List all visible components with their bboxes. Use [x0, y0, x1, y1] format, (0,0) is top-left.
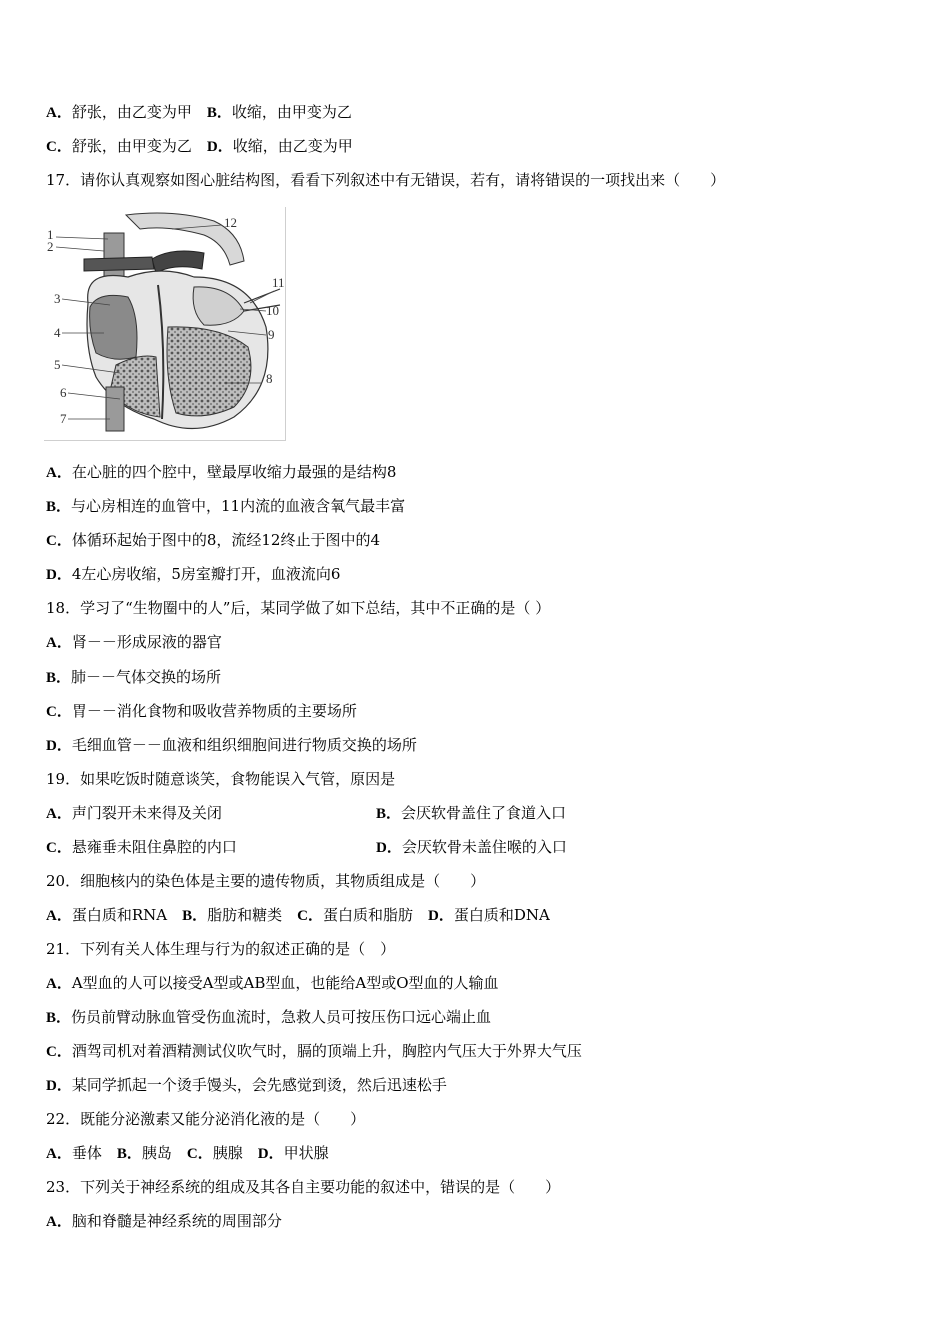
option-b-text: 收缩，由甲变为乙: [231, 103, 352, 121]
q21-option-d: [46, 1075, 447, 1096]
question-18-stem: 18．学习了“生物圈中的人”后，某同学做了如下总结，其中不正确的是（ ）: [46, 599, 551, 617]
option-label: A．: [46, 976, 72, 992]
option-c-text: 蛋白质和脂肪: [322, 906, 428, 924]
option-a-text: 舒张，由乙变为甲: [71, 103, 192, 121]
option-c-label: C．: [46, 139, 72, 155]
option-d-label: D．: [257, 1146, 284, 1162]
option-text: 胃－－消化食物和吸收营养物质的主要场所: [71, 702, 357, 720]
q17-option-b: [46, 496, 405, 517]
option-c-label: C．: [297, 908, 323, 924]
option-b-text: 会厌软骨盖住了食道入口: [401, 804, 567, 822]
option-a-label: A．: [46, 105, 72, 121]
option-a-label: A．: [46, 1146, 72, 1162]
question-20-stem: 20．细胞核内的染色体是主要的遗传物质，其物质组成是（ ）: [46, 872, 486, 890]
option-text: 肾－－形成尿液的器官: [71, 633, 222, 651]
question-19-stem: 19．如果吃饭时随意谈笑，食物能误入气管，原因是: [46, 770, 396, 788]
option-c-label: C．: [46, 840, 72, 856]
option-a-label: A．: [46, 908, 72, 924]
label-2: 2: [47, 239, 54, 254]
q18-option-b: [46, 667, 221, 688]
option-text: 某同学抓起一个烫手馒头，会先感觉到烫，然后迅速松手: [71, 1076, 447, 1094]
option-text: 与心房相连的血管中，11内流的血液含氧气最丰富: [71, 497, 406, 515]
option-label: B．: [46, 1010, 72, 1026]
q21-option-b: [46, 1007, 491, 1028]
option-label: D．: [46, 1078, 72, 1094]
option-a-text: 声门裂开未来得及关闭: [71, 804, 222, 822]
question-23-stem: 23．下列关于神经系统的组成及其各自主要功能的叙述中，错误的是（ ）: [46, 1178, 561, 1196]
q19-option-row-2: [46, 837, 906, 858]
option-label: A．: [46, 465, 72, 481]
q16-option-row-1: [46, 102, 352, 123]
option-c-text: 舒张，由甲变为乙: [71, 137, 192, 155]
option-a-label: A．: [46, 806, 72, 822]
option-a-text: 垂体: [71, 1144, 117, 1162]
heart-illustration: [44, 207, 285, 440]
option-text: 伤员前臂动脉血管受伤血流时，急救人员可按压伤口远心端止血: [71, 1008, 492, 1026]
option-b-label: B．: [376, 806, 402, 822]
label-6: 6: [60, 385, 67, 400]
label-9: 9: [268, 327, 275, 342]
option-b-label: B．: [182, 908, 208, 924]
option-text: 4左心房收缩，5房室瓣打开，血液流向6: [71, 565, 341, 583]
q23-option-a: [46, 1211, 282, 1232]
option-d-label: D．: [428, 908, 454, 924]
option-b-text: 胰岛: [141, 1144, 187, 1162]
option-label: B．: [46, 670, 72, 686]
q17-option-c: [46, 530, 380, 551]
option-d-label: D．: [206, 139, 233, 155]
q21-option-c: [46, 1041, 582, 1062]
option-d-text: 会厌软骨未盖住喉的入口: [401, 838, 567, 856]
label-10: 10: [266, 303, 279, 318]
q18-option-d: [46, 735, 417, 756]
option-b-label: B．: [206, 105, 232, 121]
label-5: 5: [54, 357, 61, 372]
option-text: 酒驾司机对着酒精测试仪吹气时，膈的顶端上升，胸腔内气压大于外界大气压: [71, 1042, 582, 1060]
option-text: 脑和脊髓是神经系统的周围部分: [71, 1212, 282, 1230]
question-17-stem: 17．请你认真观察如图心脏结构图，看看下列叙述中有无错误，若有，请将错误的一项找出来（ ）: [46, 171, 726, 189]
label-1: 1: [47, 227, 54, 242]
label-8: 8: [266, 371, 273, 386]
option-text: 毛细血管－－血液和组织细胞间进行物质交换的场所: [71, 736, 417, 754]
option-c-label: C．: [186, 1146, 213, 1162]
option-d-text: 甲状腺: [283, 1144, 329, 1162]
option-label: B．: [46, 499, 72, 515]
option-label: D．: [46, 567, 72, 583]
question-21-stem: 21．下列有关人体生理与行为的叙述正确的是（ ）: [46, 940, 396, 958]
option-d-label: D．: [376, 840, 402, 856]
option-b-label: B．: [116, 1146, 142, 1162]
option-a-text: 蛋白质和RNA: [71, 906, 183, 924]
label-7: 7: [60, 411, 67, 426]
label-3: 3: [54, 291, 61, 306]
option-label: C．: [46, 1044, 72, 1060]
q16-option-row-2: [46, 136, 353, 157]
option-b-text: 脂肪和糖类: [207, 906, 298, 924]
q18-option-a: [46, 632, 222, 653]
q17-option-d: [46, 564, 340, 585]
option-d-text: 蛋白质和DNA: [453, 906, 550, 924]
q22-options: [46, 1143, 329, 1164]
q21-option-a: [46, 973, 499, 994]
option-text: 在心脏的四个腔中，壁最厚收缩力最强的是结构8: [71, 463, 397, 481]
option-label: A．: [46, 635, 72, 651]
option-text: A型血的人可以接受A型或AB型血，也能给A型或O型血的人输血: [71, 974, 499, 992]
q19-option-row-1: [46, 803, 906, 824]
option-label: C．: [46, 533, 72, 549]
label-4: 4: [54, 325, 61, 340]
option-c-text: 悬雍垂未阻住鼻腔的内口: [71, 838, 237, 856]
option-label: C．: [46, 704, 72, 720]
option-c-text: 胰腺: [212, 1144, 258, 1162]
option-label: D．: [46, 738, 72, 754]
label-12: 12: [224, 215, 237, 230]
option-label: A．: [46, 1214, 72, 1230]
label-11: 11: [272, 275, 285, 290]
option-text: 体循环起始于图中的8，流经12终止于图中的4: [71, 531, 381, 549]
heart-structure-diagram: [44, 207, 286, 441]
q20-options: [46, 905, 550, 926]
option-text: 肺－－气体交换的场所: [71, 668, 222, 686]
q18-option-c: [46, 701, 357, 722]
question-22-stem: 22．既能分泌激素又能分泌消化液的是（ ）: [46, 1110, 366, 1128]
q17-option-a: [46, 462, 396, 483]
option-d-text: 收缩，由乙变为甲: [232, 137, 353, 155]
